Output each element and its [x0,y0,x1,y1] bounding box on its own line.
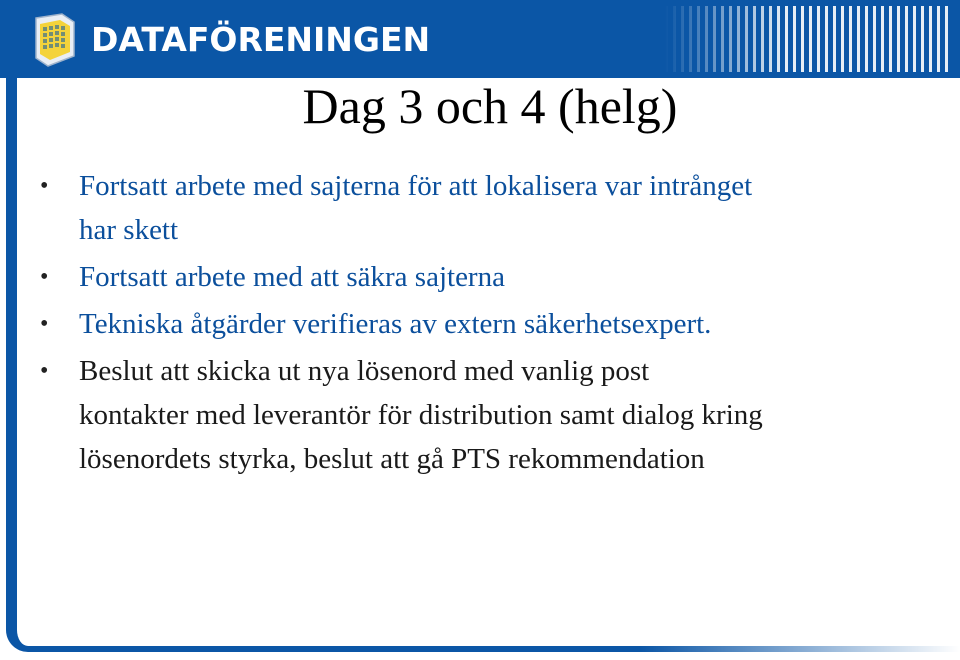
bullet-line: lösenordets styrka, beslut att gå PTS rekommendation [79,443,705,475]
bullet-line: Beslut att skicka ut nya lösenord med vanlig post [79,355,650,387]
bullet-line: Tekniska åtgärder verifieras av extern säkerhetsexpert. [79,308,712,340]
brand-name: DATAFÖRENINGEN [91,20,431,59]
bullet-item [40,349,940,481]
header-stripes-fade [665,6,785,72]
bullet-item [40,255,940,299]
bullet-line: Fortsatt arbete med sajterna för att lokalisera var intrånget [79,170,753,202]
cube-grid-shield-icon [32,12,78,68]
bullet-line: kontakter med leverantör för distribution samt dialog kring [79,399,763,431]
slide-title: Dag 3 och 4 (helg) [302,78,678,134]
bullet-line: Fortsatt arbete med att säkra sajterna [79,261,505,293]
bullet-item [40,164,940,252]
bullet-line: har skett [79,214,179,246]
frame-fade [640,640,960,660]
bullet-item [40,302,940,346]
bullet-list [40,164,940,484]
header-band [0,0,960,78]
